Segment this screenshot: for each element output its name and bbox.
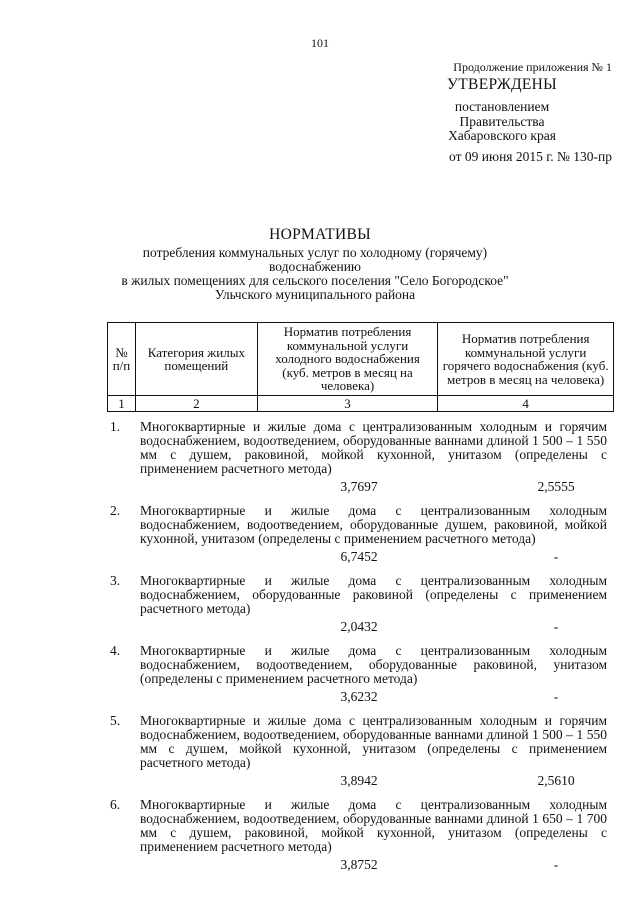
continuation-note: Продолжение приложения № 1 <box>453 60 612 74</box>
approval-block <box>392 60 612 164</box>
entry-values <box>140 620 607 636</box>
cold-water-value: 3,8752 <box>340 857 378 872</box>
entry-values <box>140 480 607 496</box>
list-item <box>110 420 607 496</box>
column-number: 1 <box>108 396 136 412</box>
entry-description: Многоквартирные и жилые дома с централизованным холодным водоснабжением, оборудованные раковиной (определены с применением расчетного метода) <box>140 573 607 616</box>
approval-line-1: постановлением <box>454 99 550 114</box>
entry-number: 1. <box>110 419 121 434</box>
list-item <box>110 798 607 874</box>
list-item <box>110 574 607 636</box>
header-hot-water: Норматив потребления коммунальной услуги горячего водоснабжения (куб. метров в месяц на человека) <box>438 323 614 396</box>
approved-heading: УТВЕРЖДЕНЫ <box>447 75 557 93</box>
list-item <box>110 714 607 790</box>
cold-water-value: 3,7697 <box>340 479 378 494</box>
entry-description: Многоквартирные и жилые дома с централизованным холодным и горячим водоснабжением, водоотведением, оборудованные ваннами длиной 1 500 – 1 550 мм с душем, мойкой кухонной, унитазом (определены с применением расчетного метода) <box>140 713 607 770</box>
entry-values <box>140 858 607 874</box>
table-header-row <box>108 323 614 396</box>
approval-line-2: Правительства <box>459 113 545 129</box>
entry-number: 3. <box>110 573 121 588</box>
cold-water-value: 3,8942 <box>340 773 378 788</box>
norms-table <box>107 322 614 412</box>
subtitle-line-3: Ульчского муниципального района <box>214 287 416 302</box>
hot-water-value: - <box>553 619 559 634</box>
column-number: 3 <box>257 396 438 412</box>
entries-list <box>110 420 607 882</box>
entry-number: 6. <box>110 797 121 812</box>
entry-description: Многоквартирные и жилые дома с централизованным холодным водоснабжением, водоотведением, оборудованные душем, раковиной, мойкой кухонной, унитазом (определены с применением расчетного метода) <box>140 503 607 546</box>
entry-values <box>140 550 607 566</box>
hot-water-value: 2,5610 <box>537 773 575 788</box>
document-title: НОРМАТИВЫ <box>269 226 371 243</box>
cold-water-value: 6,7452 <box>340 549 378 564</box>
hot-water-value: - <box>553 689 559 704</box>
entry-description: Многоквартирные и жилые дома с централизованным холодным водоснабжением, водоотведением, оборудованные раковиной, унитазом (определены с применением расчетного метода) <box>140 643 607 686</box>
cold-water-value: 3,6232 <box>340 689 378 704</box>
table-column-numbers-row <box>108 396 614 412</box>
page-number: 101 <box>311 36 329 50</box>
list-item <box>110 644 607 706</box>
header-number: № п/п <box>108 323 136 396</box>
entry-number: 4. <box>110 643 121 658</box>
column-number: 2 <box>135 396 257 412</box>
entry-values <box>140 690 607 706</box>
approval-line-3: Хабаровского края <box>448 128 556 143</box>
subtitle-line-1: потребления коммунальных услуг по холодному (горячему) водоснабжению <box>142 245 488 274</box>
subtitle-line-2: в жилых помещениях для сельского поселения "Село Богородское" <box>121 273 509 288</box>
cold-water-value: 2,0432 <box>340 619 378 634</box>
entry-description: Многоквартирные и жилые дома с централизованным холодным и горячим водоснабжением, водоотведением, оборудованные ваннами длиной 1 500 – 1 550 мм с душем, раковиной, мойкой кухонной, унитазом (определены с применением расчетного метода) <box>140 419 607 476</box>
entry-description: Многоквартирные и жилые дома с централизованным холодным водоснабжением, водоотведением, оборудованные ваннами длиной 1 650 – 1 700 мм с душем, раковиной, мойкой кухонной, унитазом (определены с применением расчетного метода) <box>140 797 607 854</box>
hot-water-value: - <box>553 857 559 872</box>
hot-water-value: - <box>553 549 559 564</box>
header-cold-water: Норматив потребления коммунальной услуги холодного водоснабжения (куб. метров в месяц на человека) <box>257 323 438 396</box>
approval-date: от 09 июня 2015 г. № 130-пр <box>449 148 612 164</box>
header-category: Категория жилых помещений <box>135 323 257 396</box>
list-item <box>110 504 607 566</box>
column-number: 4 <box>438 396 614 412</box>
entry-number: 2. <box>110 503 121 518</box>
entry-values <box>140 774 607 790</box>
hot-water-value: 2,5555 <box>537 479 575 494</box>
document-subtitle <box>100 246 530 302</box>
entry-number: 5. <box>110 713 121 728</box>
